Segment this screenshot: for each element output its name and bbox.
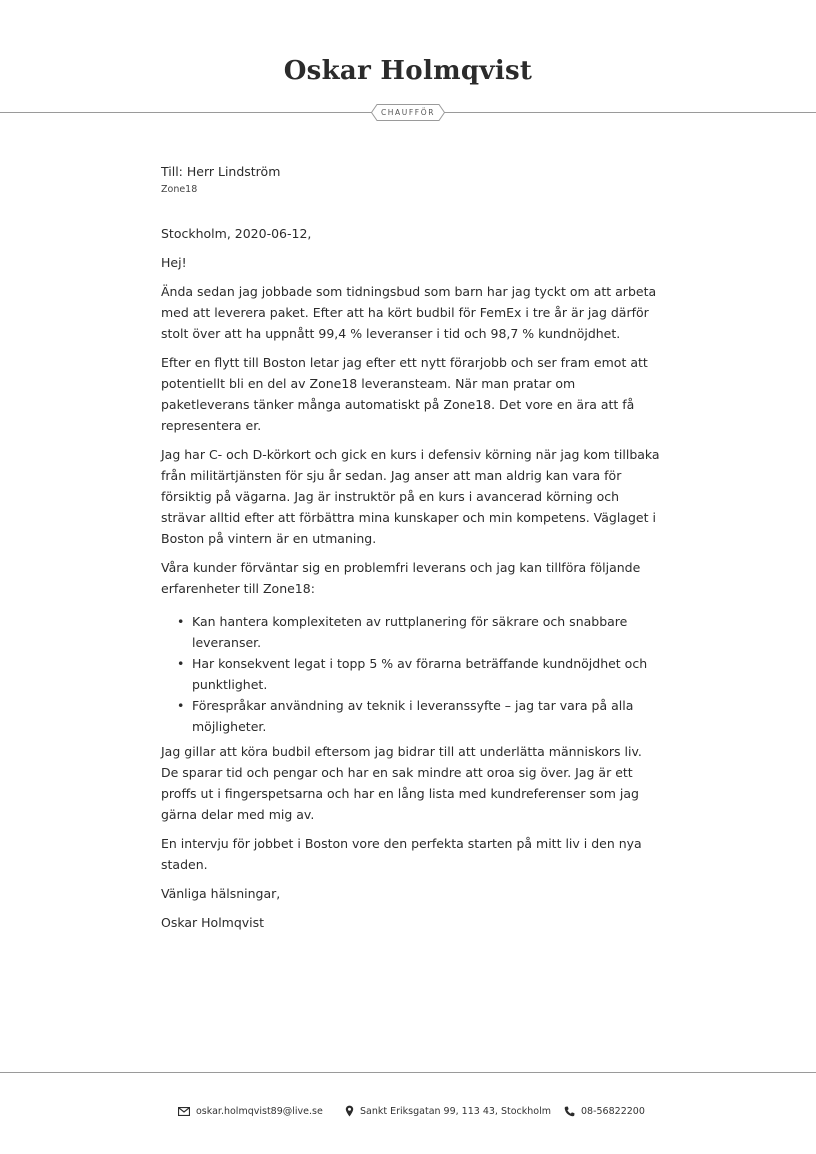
experience-list [161,611,661,737]
recipient-line: Till: Herr Lindström [161,164,281,179]
list-item-text: Har konsekvent legat i topp 5 % av förarna beträffande kundnöjdhet och punktlighet. [192,656,648,692]
greeting: Hej! [161,255,187,270]
list-item-text: Förespråkar användning av teknik i leveranssyfte – jag tar vara på alla möjligheter. [192,698,634,734]
contact-email[interactable] [178,1103,323,1119]
closing: Vänliga hälsningar, [161,886,281,901]
envelope-icon [178,1107,190,1116]
letter-body [161,162,661,933]
signature: Oskar Holmqvist [161,915,265,930]
contact-address [345,1103,551,1119]
paragraph: Jag har C- och D-körkort och gick en kurs i defensiv körning när jag kom tillbaka från militärtjänsten för sju år sedan. Jag anser att man aldrig kan vara för försiktig på vägarna. Jag är instruktör på en kurs i avancerad körning och strävar alltid efter att förbättra mina kunskaper och min kompetens. Väglaget i Boston på vintern är en utmaning. [161,447,660,546]
bullet-dot: • [177,698,185,713]
list-item [161,695,661,737]
bullet-dot: • [177,614,185,629]
paragraph: Våra kunder förväntar sig en problemfri leverans och jag kan tillföra följande erfarenheter till Zone18: [161,560,641,596]
paragraph: Efter en flytt till Boston letar jag efter ett nytt förarjobb och ser fram emot att potentiellt bli en del av Zone18 leveransteam. När man pratar om paketleverans tänker många automatiskt på Zone18. Det vore en ära att få representera er. [161,355,648,433]
place-date: Stockholm, 2020-06-12, [161,226,312,241]
letter-header [0,0,816,130]
footer-divider [0,1072,816,1073]
paragraph: Jag gillar att köra budbil eftersom jag bidrar till att underlätta människors liv. De sparar tid och pengar och har en sak mindre att oroa sig över. Jag är ett proffs ut i fingerspetsarna och har en lång lista med kundreferenser som jag gärna delar med mig av. [161,744,642,822]
paragraph: Ända sedan jag jobbade som tidningsbud som barn har jag tyckt om att arbeta med att leverera paket. Efter att ha kört budbil för FemEx i tre år är jag därför stolt över att ha uppnått 99,4 % leveranser i tid och 98,7 % kundnöjdhet. [161,284,657,341]
paragraph: En intervju för jobbet i Boston vore den perfekta starten på mitt liv i den nya staden. [161,836,642,872]
job-title-badge [371,104,445,121]
map-pin-icon [345,1105,354,1117]
email-text: oskar.holmqvist89@live.se [196,1105,323,1117]
list-item [161,653,661,695]
recipient-company: Zone18 [161,184,198,195]
address-text: Sankt Eriksgatan 99, 113 43, Stockholm [360,1105,551,1117]
job-title: CHAUFFÖR [380,108,436,117]
phone-text: 08-56822200 [581,1105,645,1117]
list-item [161,611,661,653]
list-item-text: Kan hantera komplexiteten av ruttplanering för säkrare och snabbare leveranser. [192,614,628,650]
bullet-dot: • [177,656,185,671]
phone-icon [564,1106,575,1117]
applicant-name: Oskar Holmqvist [283,56,533,86]
contact-phone[interactable] [564,1103,645,1119]
